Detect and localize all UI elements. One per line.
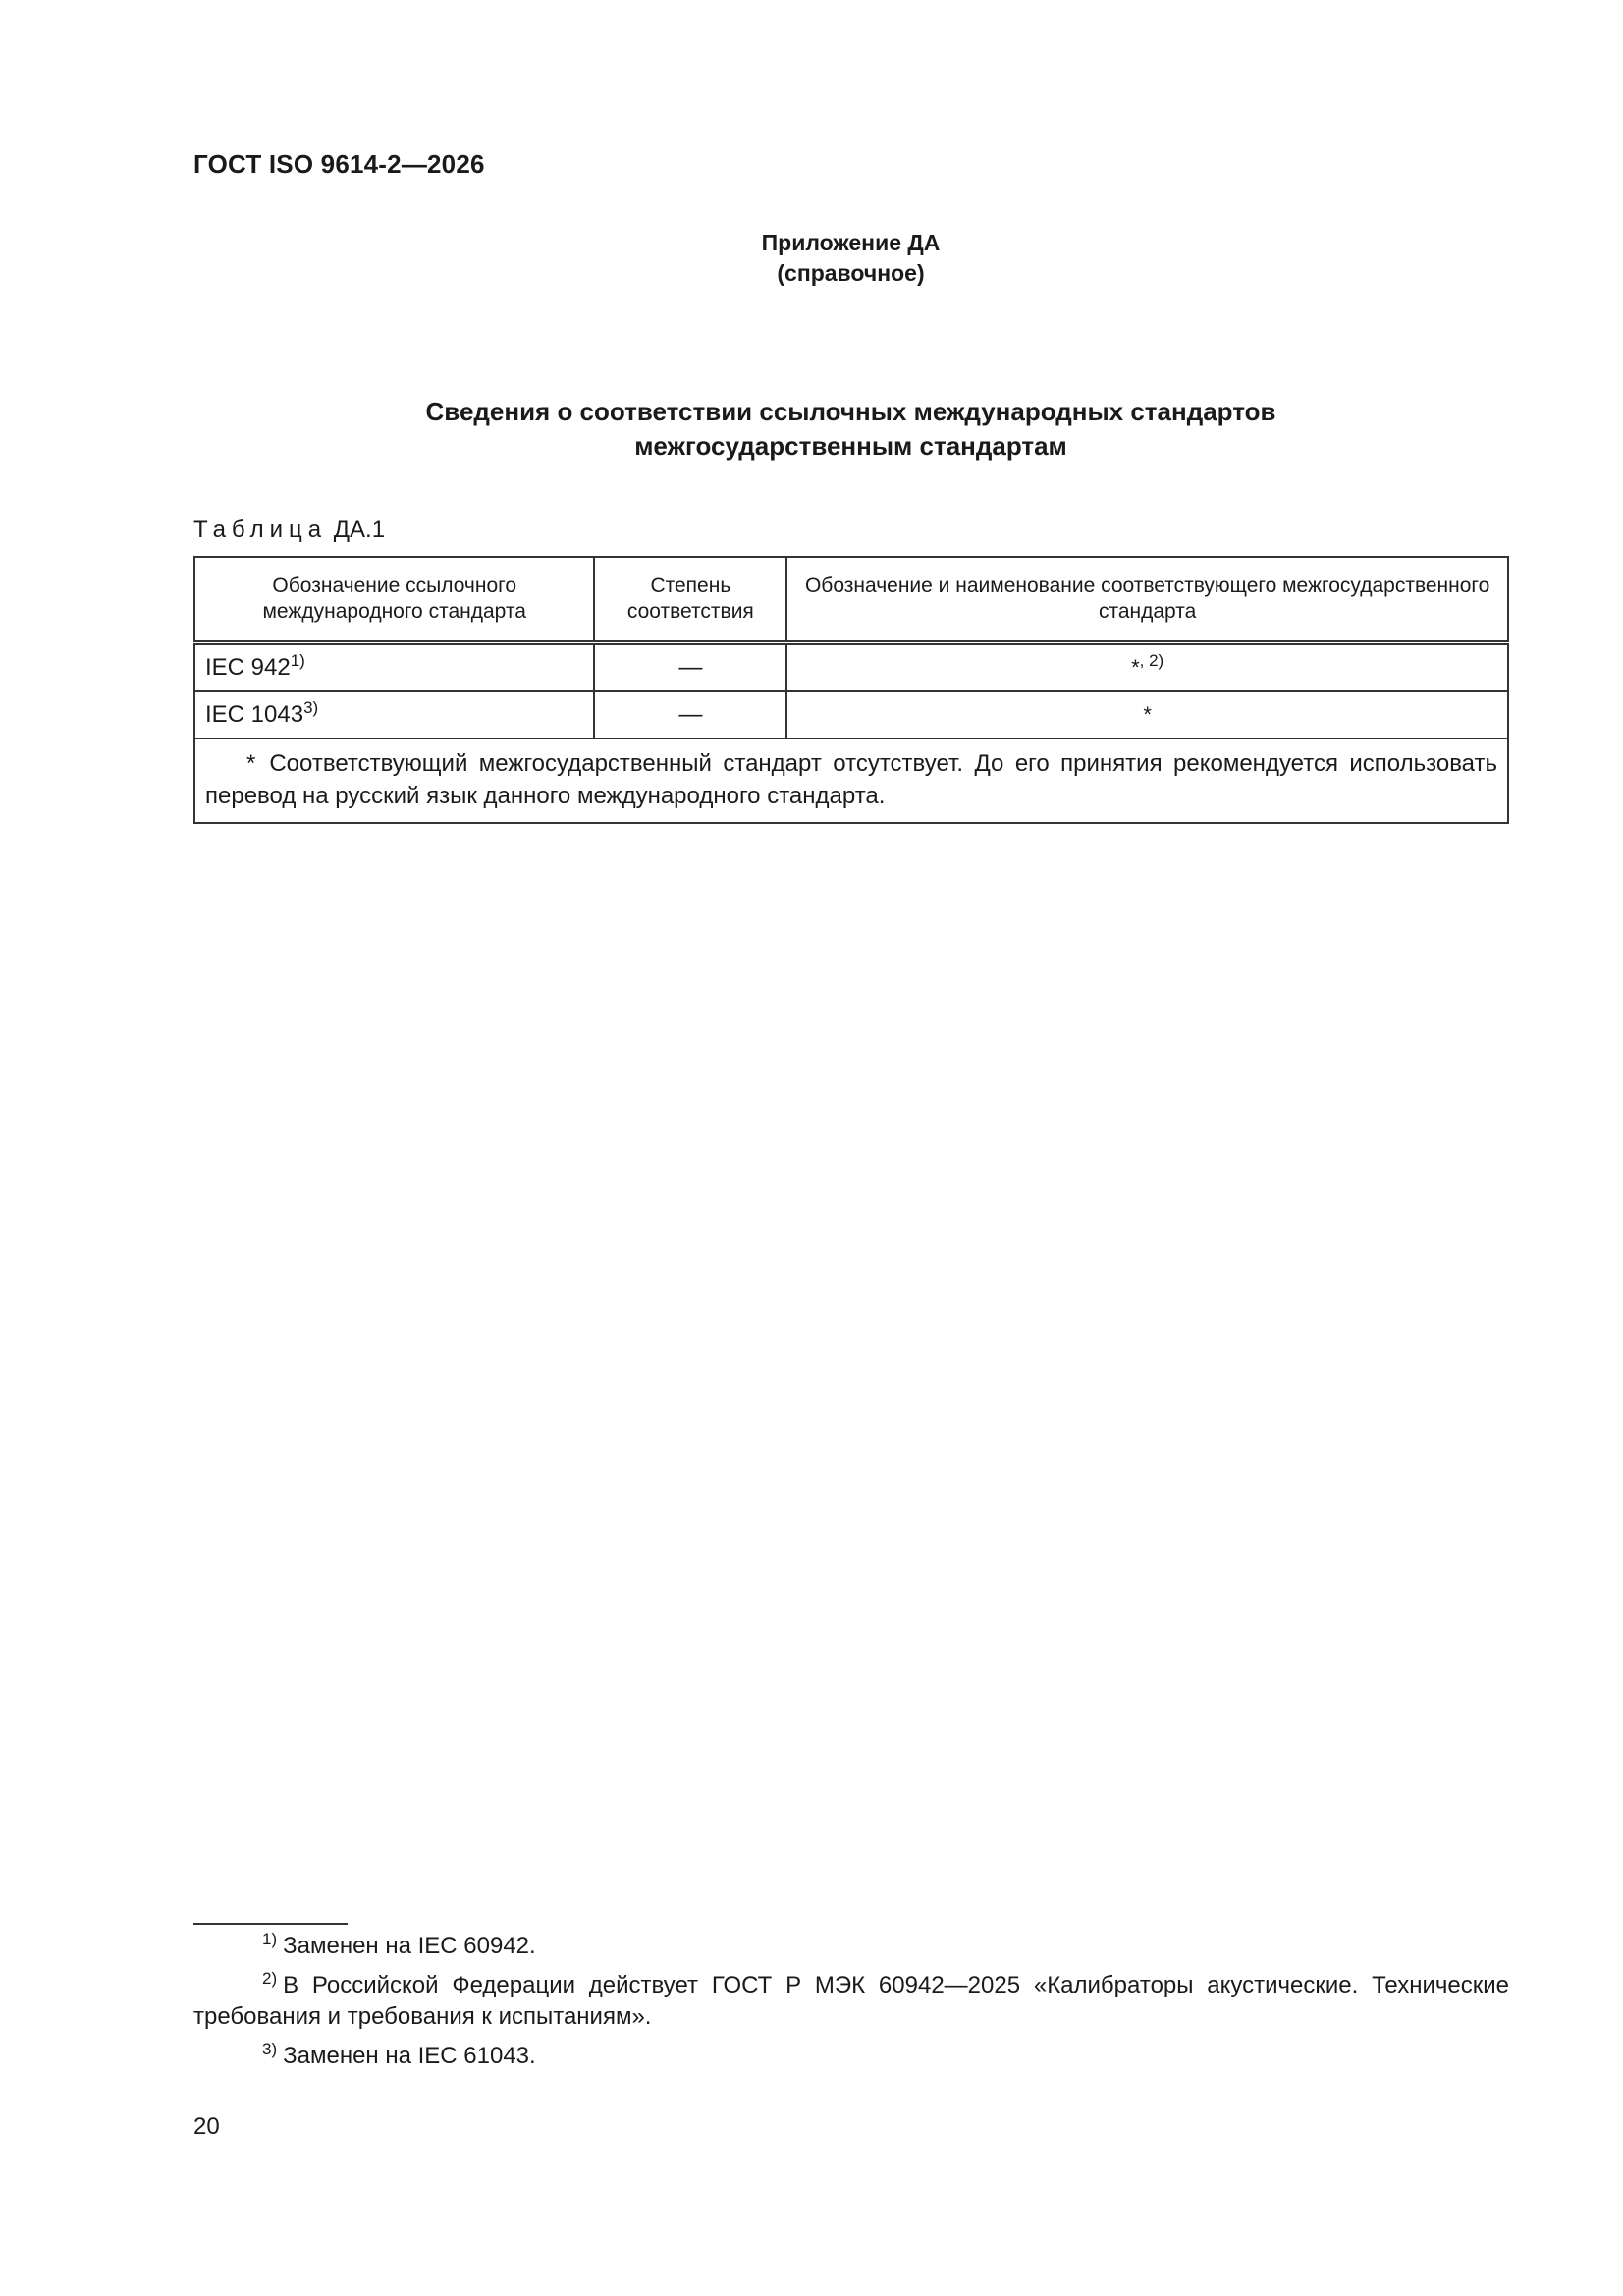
cell-standard xyxy=(194,643,594,692)
table-note-row xyxy=(194,738,1508,823)
table-note xyxy=(194,738,1508,823)
cell-degree: — xyxy=(594,643,786,692)
section-title-line-2: межгосударственным стандартам xyxy=(634,431,1067,461)
table-caption-word: Таблица xyxy=(193,517,328,543)
footnote-separator xyxy=(193,1923,348,1925)
footnote-ref: 1) xyxy=(290,651,305,670)
cell-equivalent xyxy=(786,691,1508,738)
document-code: ГОСТ ISO 9614-2—2026 xyxy=(193,149,485,179)
header-degree-of-conformity: Степень соответствия xyxy=(594,557,786,643)
standard-designation: IEC 1043 xyxy=(205,701,304,728)
asterisk-mark: * xyxy=(1143,702,1152,727)
section-title-line-1: Сведения о соответствии ссылочных международных стандартов xyxy=(425,397,1276,426)
cell-degree: — xyxy=(594,691,786,738)
correspondence-table xyxy=(193,556,1509,824)
footnote-text: В Российской Федерации действует ГОСТ Р МЭК 60942—2025 «Калибраторы акустические. Технические требования и требования к испытаниям». xyxy=(193,1972,1509,2030)
footnote-item: 3) Заменен на IEC 61043. xyxy=(262,2040,536,2069)
footnote-item: 1) Заменен на IEC 60942. xyxy=(262,1930,536,1959)
annex-type: (справочное) xyxy=(777,260,925,286)
footnote-ref: , 2) xyxy=(1139,651,1164,670)
header-reference-standard: Обозначение ссылочного международного стандарта xyxy=(194,557,594,643)
note-text: Соответствующий межгосударственный стандарт отсутствует. До его принятия рекомендуется использовать перевод на русский язык данного международного стандарта. xyxy=(205,750,1497,809)
header-equivalent-standard: Обозначение и наименование соответствующего межгосударственного стандарта xyxy=(786,557,1508,643)
section-title xyxy=(0,395,1623,464)
table-caption-number: ДА.1 xyxy=(333,517,386,543)
cell-standard xyxy=(194,691,594,738)
annex-heading xyxy=(0,228,1623,289)
table-header-row xyxy=(194,557,1508,643)
table-row xyxy=(194,691,1508,738)
footnotes xyxy=(193,1931,1509,2080)
footnote-text: Заменен на IEC 61043. xyxy=(283,2043,536,2069)
footnote-text: Заменен на IEC 60942. xyxy=(283,1933,536,1959)
asterisk-mark: * xyxy=(1131,655,1140,680)
standard-designation: IEC 942 xyxy=(205,654,291,681)
annex-title: Приложение ДА xyxy=(761,230,941,255)
note-asterisk: * xyxy=(246,750,256,777)
footnote-item: 2) В Российской Федерации действует ГОСТ Р МЭК 60942—2025 «Калибраторы акустические. Технические требования и требования к испытаниям». xyxy=(193,1969,1509,2030)
cell-equivalent xyxy=(786,643,1508,692)
page-number: 20 xyxy=(193,2113,220,2140)
table-caption xyxy=(193,517,385,544)
table-row xyxy=(194,643,1508,692)
footnote-ref: 3) xyxy=(303,698,319,717)
